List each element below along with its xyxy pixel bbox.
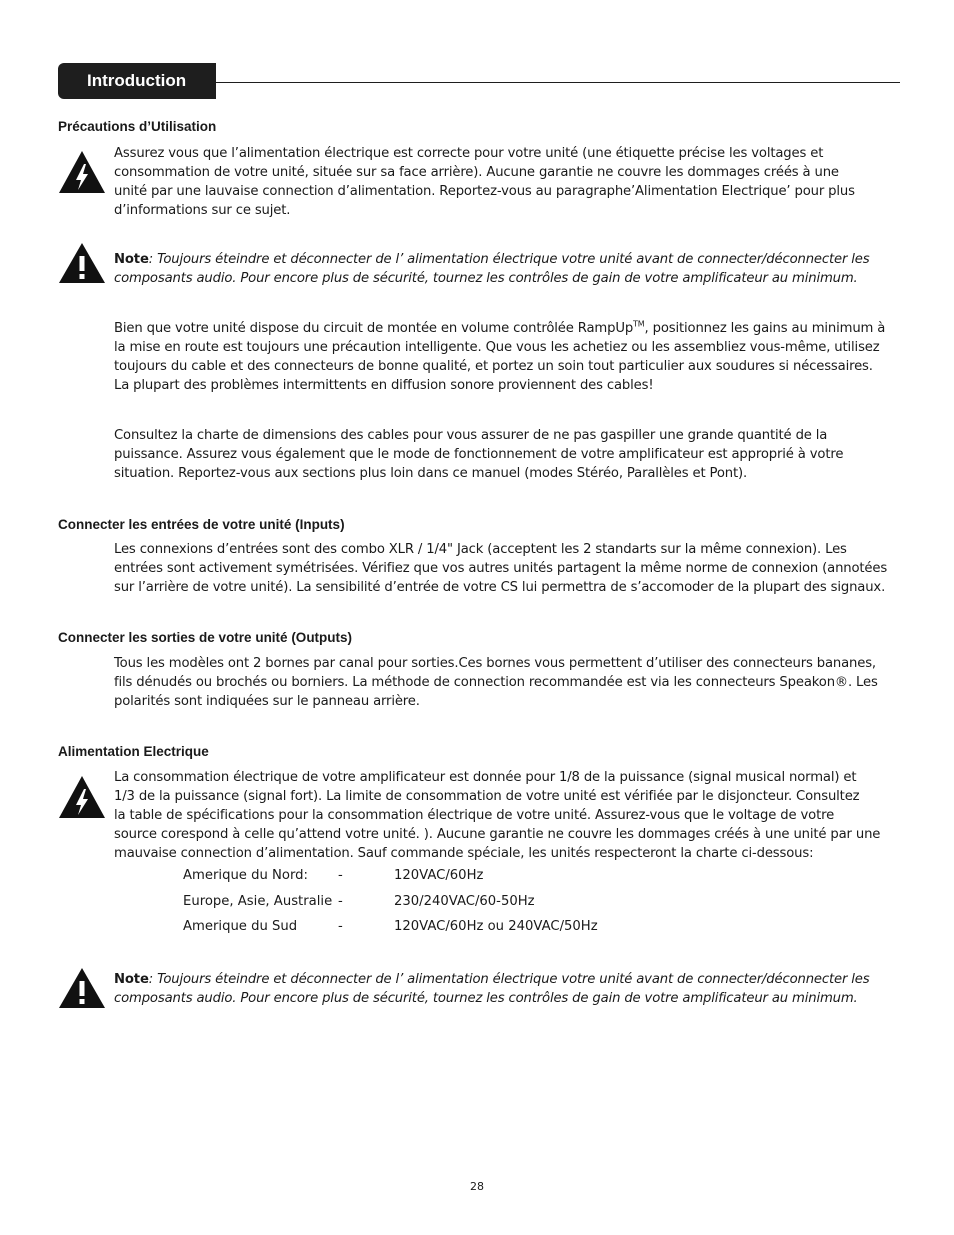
precautions-paragraph-1: Assurez vous que l’alimentation électrique est correcte pour votre unité (une étiquette précise les voltages et consommation de votre unité, située sur sa face arrière). Aucune garantie ne couvre les dommages créés à une unité par une lauvaise connection d’alimentation. Reportez-vous au paragraphe’Alimentation Electrique’ pour plus d’informations sur ce sujet. <box>114 146 855 218</box>
page-number: 28 <box>470 1180 484 1193</box>
precautions-paragraph-3: Consultez la charte de dimensions des cables pour vous assurer de ne pas gaspiller une grande quantité de la puissance. Assurez vous également que le mode de fonctionnement de votre amplificateur est approprié à votre situation. Reportez-vous aux sections plus loin dans ce manuel (modes Stéréo, Parallèles et Pont). <box>114 428 844 481</box>
precautions-safety-note: Note: Toujours éteindre et déconnecter de l’ alimentation électrique votre unité avant de connecter/déconnecter les composants audio. Pour encore plus de sécurité, tournez les contrôles de gain de votre amplificateur au minimum. <box>114 252 870 286</box>
power-separator: - <box>338 919 343 934</box>
caution-exclamation-icon <box>58 242 106 284</box>
section-title-inputs: Connecter les entrées de votre unité (Inputs) <box>58 517 345 532</box>
power-value: 120VAC/60Hz <box>394 868 484 883</box>
section-title-power: Alimentation Electrique <box>58 744 209 759</box>
header-rule <box>216 82 900 83</box>
power-region: Amerique du Nord: <box>183 868 308 883</box>
power-region: Europe, Asie, Australie <box>183 893 333 909</box>
caution-exclamation-icon <box>58 967 106 1009</box>
power-paragraph: La consommation électrique de votre amplificateur est donnée pour 1/8 de la puissance (signal musical normal) et 1/3 de la puissance (signal fort). La limite de consommation de votre unité est vérifiée par le disjoncteur. Consultez la table de spécifications pour la consommation électrique de votre unité. Assurez-vous que le voltage de votre source corespond à celle qu’attend votre unité. ). Aucune garantie ne couvre les dommages créés à une unité par une mauvaise connection d’alimentation. Sauf commande spéciale, les unités respecteront la charte ci-dessous: <box>114 770 881 861</box>
power-value: 230/240VAC/60-50Hz <box>394 893 535 909</box>
power-value: 120VAC/60Hz ou 240VAC/50Hz <box>394 919 598 934</box>
inputs-paragraph: Les connexions d’entrées sont des combo XLR / 1/4" Jack (acceptent les 2 standarts sur la même connexion). Les entrées sont activement symétrisées. Vérifiez que vos autres unités partagent la même norme de connexion (annotées sur l’arrière de votre unité). La sensibilité d’entrée de votre CS lui permettra de s’accomoder de la plupart des signaux. <box>114 542 888 595</box>
high-voltage-warning-icon <box>58 775 106 819</box>
high-voltage-warning-icon <box>58 150 106 194</box>
power-region: Amerique du Sud <box>183 919 298 934</box>
section-title-outputs: Connecter les sorties de votre unité (Outputs) <box>58 630 353 645</box>
section-header-title: Introduction <box>87 71 187 90</box>
outputs-paragraph: Tous les modèles ont 2 bornes par canal pour sorties.Ces bornes vous permettent d’utiliser des connecteurs bananes, fils dénudés ou brochés ou borniers. La méthode de connection recommandée est via les connecteurs Speakon®. Les polarités sont indiquées sur le panneau arrière. <box>114 656 878 709</box>
power-separator: - <box>338 868 343 883</box>
trademark-symbol: TM <box>633 319 645 329</box>
power-safety-note: Note: Toujours éteindre et déconnecter de l’ alimentation électrique votre unité avant de connecter/déconnecter les composants audio. Pour encore plus de sécurité, tournez les contrôles de gain de votre amplificateur au minimum. <box>114 972 870 1006</box>
section-title-precautions: Précautions d’Utilisation <box>58 119 217 134</box>
power-separator: - <box>338 893 343 909</box>
section-header-tab <box>58 63 216 99</box>
precautions-paragraph-2: Bien que votre unité dispose du circuit de montée en volume contrôlée RampUp™, positionnez les gains au minimum à la mise en route est toujours une précaution intelligente. Que vous les achetiez ou les assembliez vous-même, utilisez toujours du cable et des connecteurs de bonne qualité, et portez un soin tout particulier aux soudures si nécessaires. La plupart des problèmes intermittents en diffusion sonore proviennent des cables! <box>114 319 886 393</box>
